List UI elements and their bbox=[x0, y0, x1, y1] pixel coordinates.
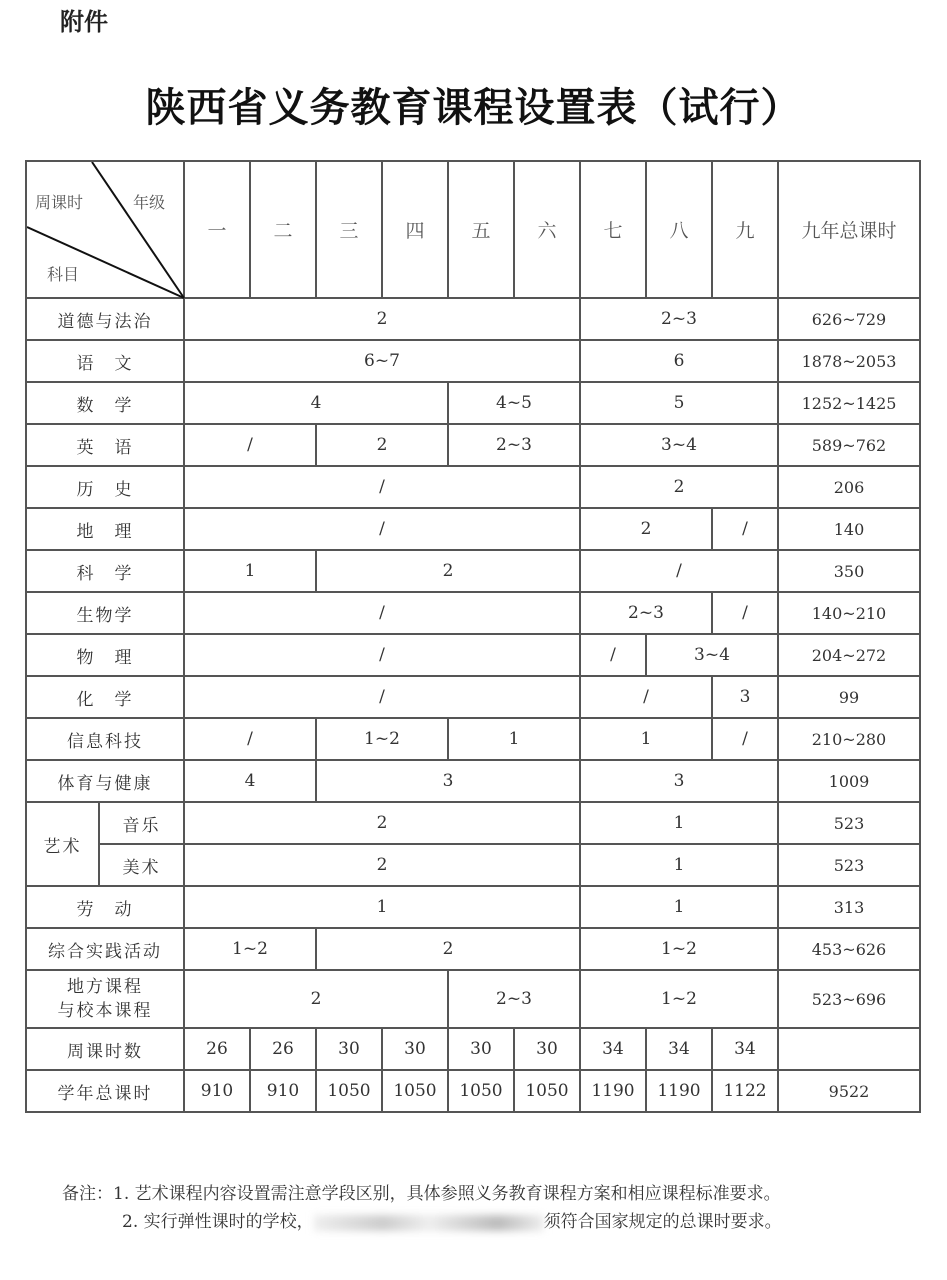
hours-cell: 1050 bbox=[382, 1070, 448, 1112]
attachment-label: 附件 bbox=[60, 8, 108, 36]
grade-header-6: 六 bbox=[514, 161, 580, 298]
hours-cell: 2 bbox=[184, 298, 580, 340]
subject-cell: 英 语 bbox=[26, 424, 184, 466]
grade-header-7: 七 bbox=[580, 161, 646, 298]
hours-cell: 1 bbox=[580, 844, 778, 886]
hours-cell: 2 bbox=[316, 424, 448, 466]
hours-cell: 2~3 bbox=[448, 970, 580, 1028]
hours-cell: 3~4 bbox=[646, 634, 778, 676]
note-2 bbox=[62, 1208, 902, 1236]
hours-cell: 26 bbox=[250, 1028, 316, 1070]
table-row bbox=[26, 970, 920, 1028]
hours-cell: 3 bbox=[712, 676, 778, 718]
subject-cell: 生物学 bbox=[26, 592, 184, 634]
hours-cell: 1 bbox=[184, 550, 316, 592]
hours-cell: / bbox=[712, 718, 778, 760]
hours-cell: 1190 bbox=[580, 1070, 646, 1112]
total-hours-cell: 523~696 bbox=[778, 970, 920, 1028]
hours-cell: 2~3 bbox=[448, 424, 580, 466]
total-hours-cell: 589~762 bbox=[778, 424, 920, 466]
hours-cell: 910 bbox=[250, 1070, 316, 1112]
hours-cell: 2 bbox=[580, 508, 712, 550]
hours-cell: 1 bbox=[580, 802, 778, 844]
corner-weekly-label: 周课时 bbox=[35, 193, 84, 212]
hours-cell: 2 bbox=[184, 970, 448, 1028]
subject-cell: 学年总课时 bbox=[26, 1070, 184, 1112]
table-row bbox=[26, 634, 920, 676]
table-row bbox=[26, 424, 920, 466]
subject-cell: 体育与健康 bbox=[26, 760, 184, 802]
hours-cell: 1050 bbox=[316, 1070, 382, 1112]
table-row bbox=[26, 298, 920, 340]
total-hours-cell: 453~626 bbox=[778, 928, 920, 970]
corner-subject-label: 科目 bbox=[47, 265, 80, 284]
hours-cell: 3 bbox=[580, 760, 778, 802]
subject-cell: 综合实践活动 bbox=[26, 928, 184, 970]
subject-cell: 地方课程 与校本课程 bbox=[26, 970, 184, 1028]
hours-cell: 34 bbox=[712, 1028, 778, 1070]
subject-cell: 物 理 bbox=[26, 634, 184, 676]
subject-cell: 科 学 bbox=[26, 550, 184, 592]
hours-cell: 2 bbox=[184, 802, 580, 844]
total-hours-cell: 523 bbox=[778, 802, 920, 844]
hours-cell: 3 bbox=[316, 760, 580, 802]
table-row bbox=[26, 340, 920, 382]
total-hours-cell: 140 bbox=[778, 508, 920, 550]
total-hours-cell: 1878~2053 bbox=[778, 340, 920, 382]
subject-cell: 地 理 bbox=[26, 508, 184, 550]
hours-cell: 1~2 bbox=[580, 928, 778, 970]
subject-cell: 周课时数 bbox=[26, 1028, 184, 1070]
table-row bbox=[26, 1070, 920, 1112]
note-2-end: 须符合国家规定的总课时要求。 bbox=[543, 1212, 782, 1232]
hours-cell: 1 bbox=[580, 886, 778, 928]
total-hours-cell: 1009 bbox=[778, 760, 920, 802]
total-hours-cell: 626~729 bbox=[778, 298, 920, 340]
subject-cell: 信息科技 bbox=[26, 718, 184, 760]
hours-cell: 1 bbox=[184, 886, 580, 928]
total-hours-cell: 350 bbox=[778, 550, 920, 592]
table-row bbox=[26, 550, 920, 592]
hours-cell: / bbox=[184, 424, 316, 466]
hours-cell: 1122 bbox=[712, 1070, 778, 1112]
total-hours-cell: 313 bbox=[778, 886, 920, 928]
hours-cell: 1050 bbox=[448, 1070, 514, 1112]
table-row bbox=[26, 802, 920, 844]
header-row bbox=[26, 161, 920, 298]
hours-cell: 5 bbox=[580, 382, 778, 424]
total-hours-cell: 204~272 bbox=[778, 634, 920, 676]
hours-cell: 6~7 bbox=[184, 340, 580, 382]
corner-grade-label: 年级 bbox=[133, 193, 166, 212]
hours-cell: 3~4 bbox=[580, 424, 778, 466]
subject-cell: 劳 动 bbox=[26, 886, 184, 928]
total-hours-cell: 206 bbox=[778, 466, 920, 508]
hours-cell: 4~5 bbox=[448, 382, 580, 424]
grade-header-3: 三 bbox=[316, 161, 382, 298]
grade-header-2: 二 bbox=[250, 161, 316, 298]
hours-cell: 6 bbox=[580, 340, 778, 382]
hours-cell: 2 bbox=[184, 844, 580, 886]
total-hours-cell: 9522 bbox=[778, 1070, 920, 1112]
grade-header-9: 九 bbox=[712, 161, 778, 298]
table-row bbox=[26, 1028, 920, 1070]
hours-cell: / bbox=[184, 592, 580, 634]
hours-cell: 2~3 bbox=[580, 298, 778, 340]
note-2-start: 2. 实行弹性课时的学校， bbox=[122, 1212, 314, 1232]
table-row bbox=[26, 886, 920, 928]
hours-cell: 26 bbox=[184, 1028, 250, 1070]
hours-cell: 2 bbox=[316, 550, 580, 592]
table-row bbox=[26, 928, 920, 970]
hours-cell: 2 bbox=[316, 928, 580, 970]
hours-cell: 1 bbox=[580, 718, 712, 760]
subject-cell: 语 文 bbox=[26, 340, 184, 382]
hours-cell: 34 bbox=[646, 1028, 712, 1070]
hours-cell: 1 bbox=[448, 718, 580, 760]
hours-cell: 34 bbox=[580, 1028, 646, 1070]
hours-cell: 30 bbox=[448, 1028, 514, 1070]
table-row bbox=[26, 592, 920, 634]
total-hours-cell: 1252~1425 bbox=[778, 382, 920, 424]
subject-cell: 道德与法治 bbox=[26, 298, 184, 340]
table-row bbox=[26, 466, 920, 508]
total-hours-cell: 140~210 bbox=[778, 592, 920, 634]
hours-cell: 30 bbox=[316, 1028, 382, 1070]
table-row bbox=[26, 844, 920, 886]
grade-header-4: 四 bbox=[382, 161, 448, 298]
grade-header-8: 八 bbox=[646, 161, 712, 298]
total-hours-cell: 210~280 bbox=[778, 718, 920, 760]
hours-cell: 1~2 bbox=[184, 928, 316, 970]
note-1: 备注：1. 艺术课程内容设置需注意学段区别，具体参照义务教育课程方案和相应课程标准要求。 bbox=[62, 1184, 781, 1204]
hours-cell: / bbox=[184, 508, 580, 550]
hours-cell: 2 bbox=[580, 466, 778, 508]
hours-cell: / bbox=[184, 718, 316, 760]
hours-cell: 2~3 bbox=[580, 592, 712, 634]
grade-header-5: 五 bbox=[448, 161, 514, 298]
hours-cell: / bbox=[184, 466, 580, 508]
corner-header-cell bbox=[26, 161, 184, 298]
hours-cell: / bbox=[184, 634, 580, 676]
hours-cell: / bbox=[712, 508, 778, 550]
blurred-redaction bbox=[314, 1215, 544, 1231]
subject-group-cell: 艺术 bbox=[26, 802, 99, 886]
subject-cell: 数 学 bbox=[26, 382, 184, 424]
hours-cell: / bbox=[580, 550, 778, 592]
subject-cell: 化 学 bbox=[26, 676, 184, 718]
hours-cell: 4 bbox=[184, 760, 316, 802]
hours-cell: / bbox=[184, 676, 580, 718]
total-hours-header: 九年总课时 bbox=[778, 161, 920, 298]
table-row bbox=[26, 718, 920, 760]
subject-cell: 美术 bbox=[99, 844, 184, 886]
hours-cell: / bbox=[580, 634, 646, 676]
hours-cell: 30 bbox=[514, 1028, 580, 1070]
table-row bbox=[26, 676, 920, 718]
total-hours-cell: 99 bbox=[778, 676, 920, 718]
table-row bbox=[26, 508, 920, 550]
total-hours-cell bbox=[778, 1028, 920, 1070]
hours-cell: / bbox=[712, 592, 778, 634]
total-hours-cell: 523 bbox=[778, 844, 920, 886]
subject-cell: 历 史 bbox=[26, 466, 184, 508]
document-title: 陕西省义务教育课程设置表（试行） bbox=[145, 85, 802, 131]
curriculum-table bbox=[25, 160, 921, 1113]
table-row bbox=[26, 382, 920, 424]
subject-cell: 音乐 bbox=[99, 802, 184, 844]
hours-cell: 1190 bbox=[646, 1070, 712, 1112]
hours-cell: 30 bbox=[382, 1028, 448, 1070]
hours-cell: / bbox=[580, 676, 712, 718]
hours-cell: 1050 bbox=[514, 1070, 580, 1112]
hours-cell: 910 bbox=[184, 1070, 250, 1112]
hours-cell: 1~2 bbox=[580, 970, 778, 1028]
hours-cell: 1~2 bbox=[316, 718, 448, 760]
notes bbox=[62, 1180, 902, 1236]
hours-cell: 4 bbox=[184, 382, 448, 424]
grade-header-1: 一 bbox=[184, 161, 250, 298]
table-row bbox=[26, 760, 920, 802]
